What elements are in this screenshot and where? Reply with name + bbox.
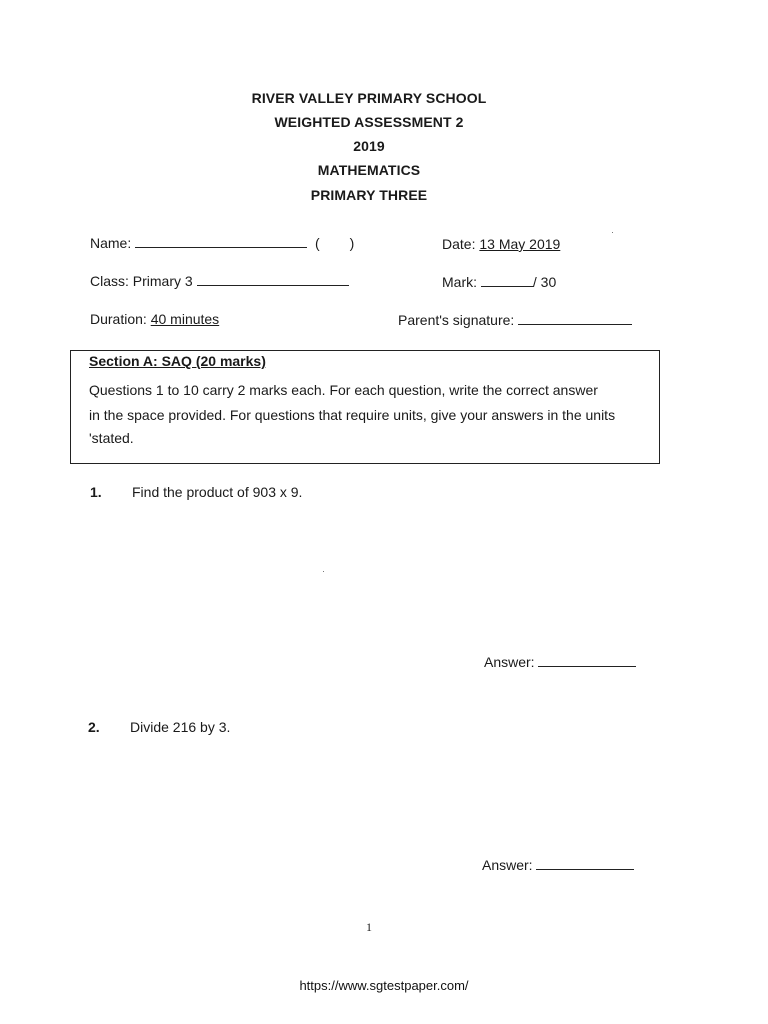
question-1-text: Find the product of 903 x 9. [132, 484, 303, 500]
index-paren-close: ) [349, 235, 355, 251]
scan-speck [323, 571, 324, 572]
section-a-title: Section A: SAQ (20 marks) [89, 353, 266, 369]
section-instructions-line-3: 'stated. [89, 430, 134, 446]
name-field [90, 235, 354, 251]
mark-label: Mark: [442, 274, 477, 290]
date-field [442, 236, 560, 252]
date-label: Date: [442, 236, 476, 252]
duration-label: Duration: [90, 311, 147, 327]
level-title: PRIMARY THREE [310, 187, 428, 203]
subject-title: MATHEMATICS [317, 162, 421, 178]
class-blank[interactable] [197, 273, 349, 286]
assessment-title: WEIGHTED ASSESSMENT 2 [274, 114, 464, 130]
section-a-box [70, 350, 660, 464]
answer-blank[interactable] [536, 857, 634, 870]
index-paren-open: ( [315, 235, 320, 251]
question-2-answer [482, 857, 634, 873]
exam-year: 2019 [353, 138, 385, 154]
school-name: RIVER VALLEY PRIMARY SCHOOL [251, 90, 487, 106]
scan-speck [612, 232, 613, 233]
section-instructions-line-1: Questions 1 to 10 carry 2 marks each. For each question, write the correct answer [89, 382, 598, 398]
source-url: https://www.sgtestpaper.com/ [299, 978, 469, 993]
question-2-number: 2. [88, 719, 100, 735]
signature-blank[interactable] [518, 312, 632, 325]
page-number: 1 [366, 920, 372, 934]
date-value: 13 May 2019 [479, 236, 561, 252]
answer-label: Answer: [484, 654, 535, 670]
signature-label: Parent's signature: [398, 312, 515, 328]
signature-field [398, 312, 632, 328]
class-field [90, 273, 349, 289]
duration-field [90, 311, 219, 327]
name-label: Name: [90, 235, 132, 251]
answer-blank[interactable] [538, 654, 636, 667]
question-2-text: Divide 216 by 3. [130, 719, 231, 735]
question-1-number: 1. [90, 484, 102, 500]
mark-blank[interactable] [481, 274, 533, 287]
name-blank[interactable] [135, 235, 307, 248]
mark-total: / 30 [532, 274, 557, 290]
answer-label: Answer: [482, 857, 533, 873]
duration-value: 40 minutes [150, 311, 220, 327]
mark-field [442, 274, 556, 290]
class-label: Class: Primary 3 [90, 273, 193, 289]
question-1-answer [484, 654, 636, 670]
section-instructions-line-2: in the space provided. For questions that require units, give your answers in the units [89, 407, 616, 423]
